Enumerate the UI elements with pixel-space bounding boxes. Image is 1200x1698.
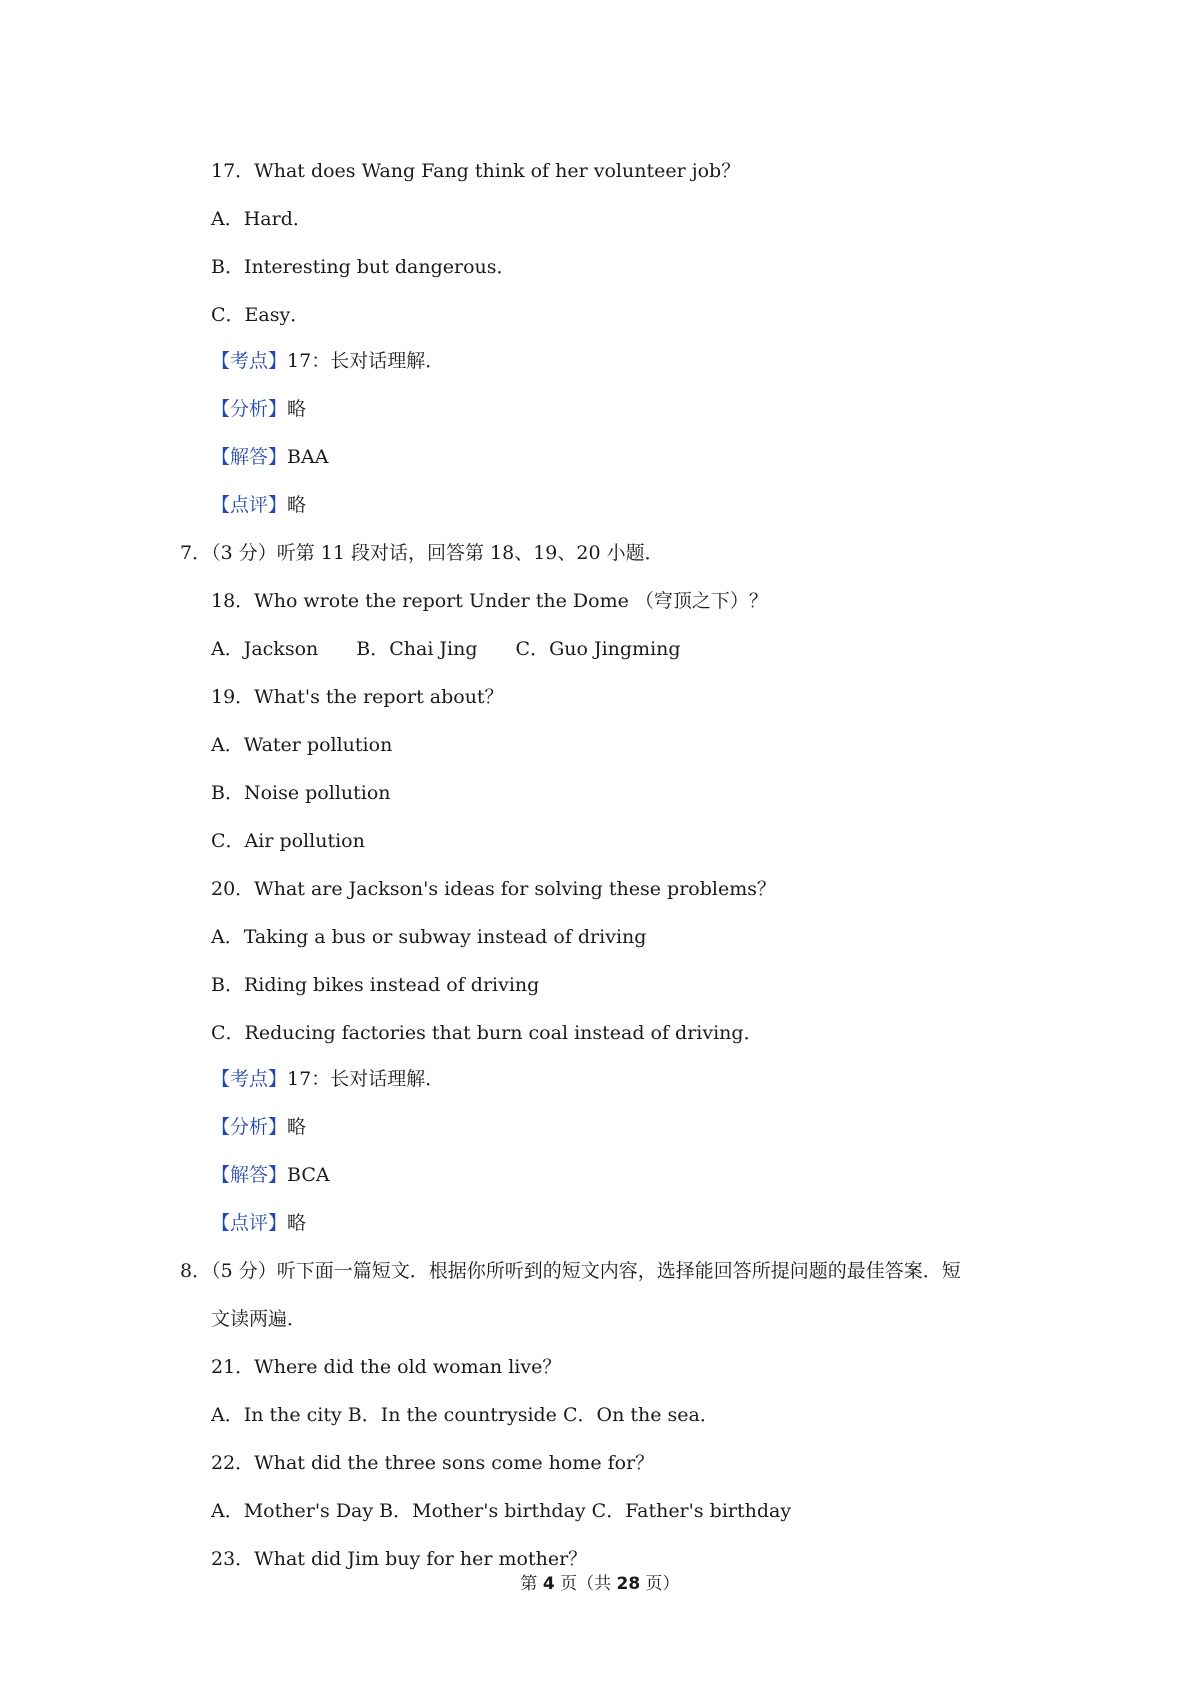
q7-dianping	[211, 1210, 306, 1236]
q19-option-c: C．Air pollution	[211, 830, 365, 852]
jieda-text: BAA	[287, 446, 329, 468]
kaodian-text: 17：长对话理解．	[287, 1068, 445, 1090]
q20-option-a: A．Taking a bus or subway instead of driving	[211, 926, 647, 948]
q17-option-b: B．Interesting but dangerous．	[211, 256, 516, 278]
q17-option-c: C．Easy．	[211, 304, 310, 326]
q18-option-c: C．Guo Jingming	[515, 638, 681, 660]
jieda-tag: 【解答】	[211, 1164, 288, 1186]
question-19: 19．What's the report about？	[211, 686, 504, 708]
dianping-text: 略	[287, 494, 307, 516]
kaodian-tag: 【考点】	[211, 350, 288, 372]
question-8-header: 8．（5 分）听下面一篇短文．根据你所听到的短文内容，选择能回答所提问题的最佳答案．短	[180, 1260, 961, 1282]
fenxi-text: 略	[287, 398, 307, 420]
q17-jieda	[211, 444, 328, 470]
question-8-header-cont: 文读两遍．	[211, 1308, 307, 1330]
question-21: 21．Where did the old woman live？	[211, 1356, 562, 1378]
q20-option-c: C．Reducing factories that burn coal instead of driving．	[211, 1022, 763, 1044]
question-20: 20．What are Jackson's ideas for solving these problems？	[211, 878, 776, 900]
fenxi-text: 略	[287, 1116, 307, 1138]
q17-option-a: A．Hard．	[211, 208, 312, 230]
q18-option-b: B．Chai Jing	[356, 638, 478, 660]
q20-option-b: B．Riding bikes instead of driving	[211, 974, 540, 996]
q19-option-b: B．Noise pollution	[211, 782, 391, 804]
dianping-text: 略	[287, 1212, 307, 1234]
q18-option-a: A．Jackson	[211, 638, 319, 660]
dianping-tag: 【点评】	[211, 1212, 288, 1234]
q22-options: A．Mother's Day B．Mother's birthday C．Father's birthday	[211, 1500, 792, 1522]
question-7-header: 7．（3 分）听第 11 段对话，回答第 18、19、20 小题．	[180, 542, 664, 564]
jieda-text: BCA	[287, 1164, 330, 1186]
kaodian-tag: 【考点】	[211, 1068, 288, 1090]
q18-options	[211, 636, 681, 662]
question-17: 17．What does Wang Fang think of her volunteer job？	[211, 160, 741, 182]
fenxi-tag: 【分析】	[211, 398, 288, 420]
q17-dianping	[211, 492, 306, 518]
fenxi-tag: 【分析】	[211, 1116, 288, 1138]
jieda-tag: 【解答】	[211, 446, 288, 468]
question-18: 18．Who wrote the report Under the Dome （穹顶之下）？	[211, 590, 768, 612]
q19-option-a: A．Water pollution	[211, 734, 393, 756]
footer-suffix: 页）	[640, 1574, 680, 1594]
q7-kaodian	[211, 1066, 444, 1092]
kaodian-text: 17：长对话理解．	[287, 350, 445, 372]
question-22: 22．What did the three sons come home for？	[211, 1452, 655, 1474]
footer-prefix: 第	[520, 1574, 543, 1594]
q17-kaodian	[211, 348, 444, 374]
question-23: 23．What did Jim buy for her mother？	[211, 1548, 588, 1570]
footer-total-pages: 28	[616, 1574, 641, 1594]
dianping-tag: 【点评】	[211, 494, 288, 516]
page-footer	[0, 1572, 1200, 1596]
q17-fenxi	[211, 396, 306, 422]
q21-options: A．In the city B．In the countryside C．On the sea．	[211, 1404, 719, 1426]
q7-jieda	[211, 1162, 330, 1188]
footer-page-number: 4	[542, 1574, 555, 1594]
q7-fenxi	[211, 1114, 306, 1140]
footer-middle: 页（共	[554, 1574, 617, 1594]
